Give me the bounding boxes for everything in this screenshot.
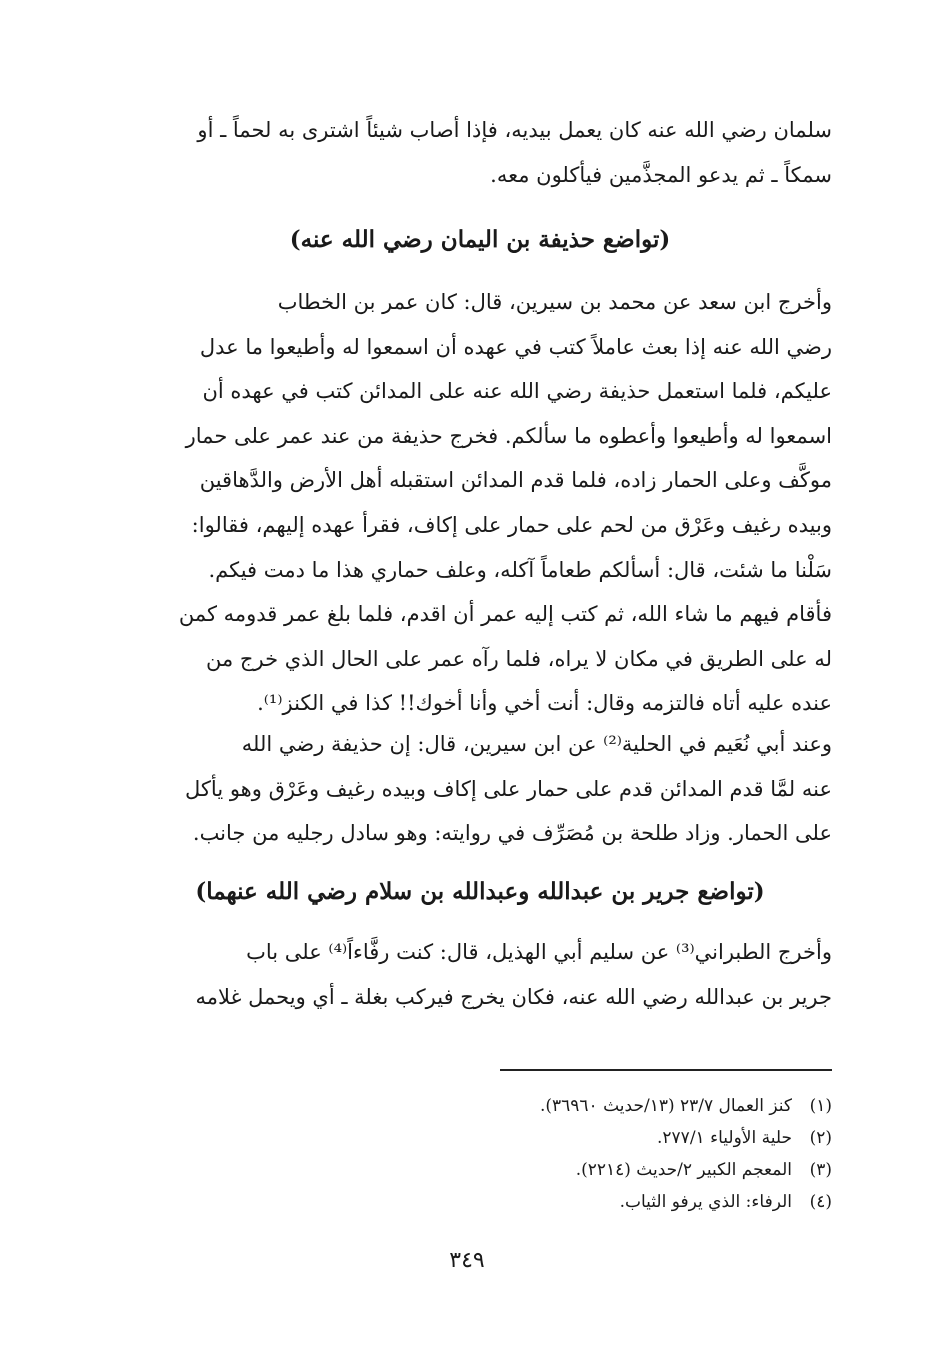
footnote-4 <box>128 1186 832 1218</box>
text-line: وأخرج ابن سعد عن محمد بن سيرين، قال: كان عمر بن الخطاب <box>277 290 832 314</box>
text-line: اسمعوا له وأطيعوا وأعطوه ما سألكم. فخرج حذيفة من عند عمر على حمار <box>185 423 832 448</box>
text-line: جرير بن عبدالله رضي الله عنه، فكان يخرج فيركب بغلة ـ أي ويحمل غلامه <box>195 984 832 1009</box>
section-heading-jarir: (تواضع جرير بن عبدالله وعبدالله بن سلام رضي الله عنهما) <box>195 878 765 905</box>
text-line: عليكم، فلما استعمل حذيفة رضي الله عنه على المدائن كتب في عهده أن <box>202 379 832 404</box>
paragraph-abu-nuaym <box>128 722 832 856</box>
text-line: وأخرج الطبراني⁽³⁾ عن سليم أبي الهذيل، قال: كنت رفَّاءاً⁽⁴⁾ على باب <box>246 940 832 964</box>
footnote-number: (٣) <box>809 1160 832 1180</box>
text-line: رضي الله عنه إذا بعث عاملاً كتب في عهده أن اسمعوا له وأطيعوا ما عدل <box>199 334 832 359</box>
footnote-number: (٤) <box>809 1192 832 1212</box>
footnote-3 <box>128 1154 832 1186</box>
text-line: سلمان رضي الله عنه كان يعمل بيديه، فإذا أصاب شيئاً اشترى به لحماً ـ أو <box>197 118 832 142</box>
text-line: عنده عليه أتاه فالتزمه وقال: أنت أخي وأنا أخوك!! كذا في الكنز⁽¹⁾. <box>257 691 832 716</box>
paragraph-tabarani <box>128 930 832 1019</box>
page-body <box>128 108 832 1009</box>
footnote-divider <box>500 1069 832 1071</box>
paragraph-ibn-saad <box>128 280 832 726</box>
text-line: موكَّف وعلى الحمار زاده، فلما قدم المدائن استقبله أهل الأرض والدَّهاقين <box>199 468 832 493</box>
text-line: عنه لمَّا قدم المدائن قدم على حمار على إكاف وبيده رغيف وعَرْق وهو يأكل <box>185 776 832 801</box>
footnote-text: المعجم الكبير ٢/حديث (٢٢١٤). <box>575 1160 792 1180</box>
text-line: وعند أبي نُعَيم في الحلية⁽²⁾ عن ابن سيرين، قال: إن حذيفة رضي الله <box>241 732 832 756</box>
footnote-1 <box>128 1090 832 1122</box>
footnote-number: (٢) <box>809 1128 832 1148</box>
text-line: فأقام فيهم ما شاء الله، ثم كتب إليه عمر أن اقدم، فلما بلغ عمر قدومه كمن <box>178 602 832 627</box>
paragraph-salman <box>128 108 832 200</box>
text-line: على الحمار. وزاد طلحة بن مُصَرِّف في روايته: وهو سادل رجليه من جانب. <box>192 821 832 846</box>
footnote-text: كنز العمال ٢٣/٧ (١٣/حديث ٣٦٩٦٠). <box>539 1096 792 1116</box>
page-number: ٣٤٩ <box>449 1248 485 1273</box>
text-line: سمكاً ـ ثم يدعو المجذَّمين فيأكلون معه. <box>490 162 832 187</box>
text-line: سَلْنا ما شئت، قال: أسألكم طعاماً آكله، وعلف حماري هذا ما دمت فيكم. <box>208 557 832 582</box>
section-heading-hudhayfa: (تواضع حذيفة بن اليمان رضي الله عنه) <box>289 226 671 253</box>
footnote-text: حلية الأولياء ٢٧٧/١. <box>657 1128 792 1148</box>
footnote-number: (١) <box>809 1096 832 1116</box>
footnotes <box>128 1090 832 1218</box>
text-line: له على الطريق في مكان لا يراه، فلما رآه عمر على الحال الذي خرج من <box>206 646 832 671</box>
footnote-2 <box>128 1122 832 1154</box>
footnote-text: الرفاء: الذي يرفو الثياب. <box>619 1192 792 1212</box>
text-line: وبيده رغيف وعَرْق من لحم على حمار على إكاف، فقرأ عهده إليهم، فقالوا: <box>191 512 832 537</box>
